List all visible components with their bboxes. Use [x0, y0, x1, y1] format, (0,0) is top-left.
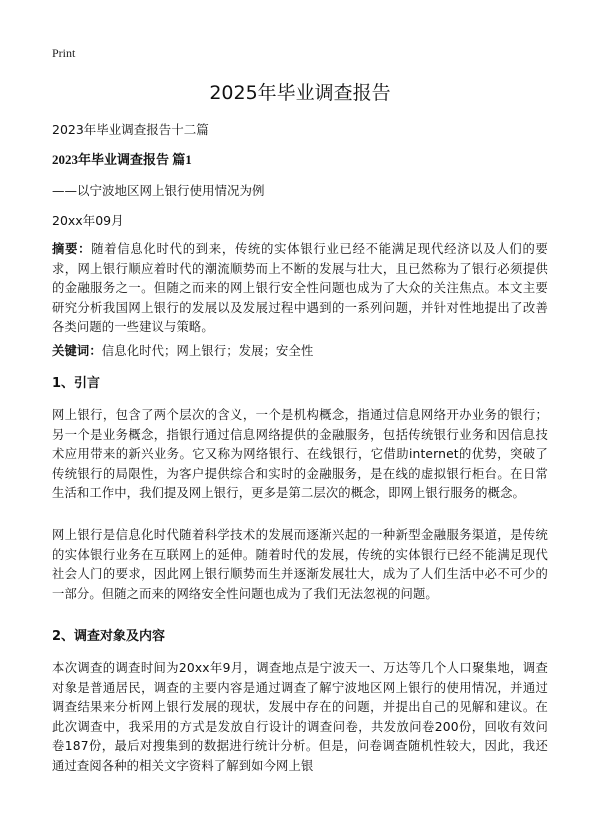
section1-paragraph-1: 网上银行，包含了两个层次的含义，一个是机构概念，指通过信息网络开办业务的银行；另一个是业务概念，指银行通过信息网络提供的金融服务，包括传统银行业务和因信息技术应用带来的新兴业务。它又称为网络银行、在线银行，它借助internet的优势，突破了传统银行的局限性，为客户提供综合和实时的金融服务，是在线的虚拟银行柜台。在日常生活和工作中，我们提及网上银行，更多是第二层次的概念，即网上银行服务的概念。 — [52, 408, 548, 501]
abstract-paragraph — [52, 240, 548, 338]
section2-paragraph-1: 本次调查的调查时间为20xx年9月，调查地点是宁波天一、万达等几个人口聚集地，调查对象是普通居民，调查的主要内容是通过调查了解宁波地区网上银行的使用情况，并通过调查结果来分析网上银行发展的现状，发展中存在的问题，并提出自己的见解和建议。在此次调查中，我采用的方式是发放自行设计的调查问卷，共发放问卷200份，回收有效问卷187份，最后对搜集到的数据进行统计分析。但是，问卷调查随机性较大，因此，我还通过查阅各种的相关文字资料了解到如今网上银 — [52, 661, 548, 773]
print-link[interactable]: Print — [52, 46, 76, 60]
keywords-label: 关键词： — [52, 344, 102, 358]
piece-title: 2023年毕业调查报告 篇1 — [52, 152, 192, 167]
dash-subtitle: ——以宁波地区网上银行使用情况为例 — [52, 183, 265, 198]
keywords-paragraph — [52, 342, 548, 362]
document-date: 20xx年09月 — [52, 213, 124, 228]
page-title: 2025年毕业调查报告 — [209, 82, 391, 104]
document-subtitle: 2023年毕业调查报告十二篇 — [52, 122, 209, 137]
section1-paragraph-2: 网上银行是信息化时代随着科学技术的发展而逐渐兴起的一种新型金融服务渠道，是传统的实体银行业务在互联网上的延伸。随着时代的发展，传统的实体银行已经不能满足现代社会人门的要求，因此网上银行顺势而生并逐渐发展壮大，成为了人们生活中必不可少的一部分。但随之而来的网络安全性问题也成为了我们无法忽视的问题。 — [52, 528, 548, 601]
section1-heading: 1、引言 — [52, 376, 101, 391]
abstract-text: 随着信息化时代的到来，传统的实体银行业已经不能满足现代经济以及人们的要求，网上银行顺应着时代的潮流顺势而上不断的发展与壮大，且已然称为了银行必须提供的金融服务之一。但随之而来的网上银行安全性问题也成为了大众的关注焦点。本文主要研究分析我国网上银行的发展以及发展过程中遇到的一系列问题，并针对性地提出了改善各类问题的一些建议与策略。 — [52, 242, 548, 335]
abstract-label: 摘要： — [52, 242, 92, 256]
keywords-text: 信息化时代；网上银行；发展；安全性 — [101, 344, 314, 358]
section2-heading: 2、调查对象及内容 — [52, 629, 166, 644]
